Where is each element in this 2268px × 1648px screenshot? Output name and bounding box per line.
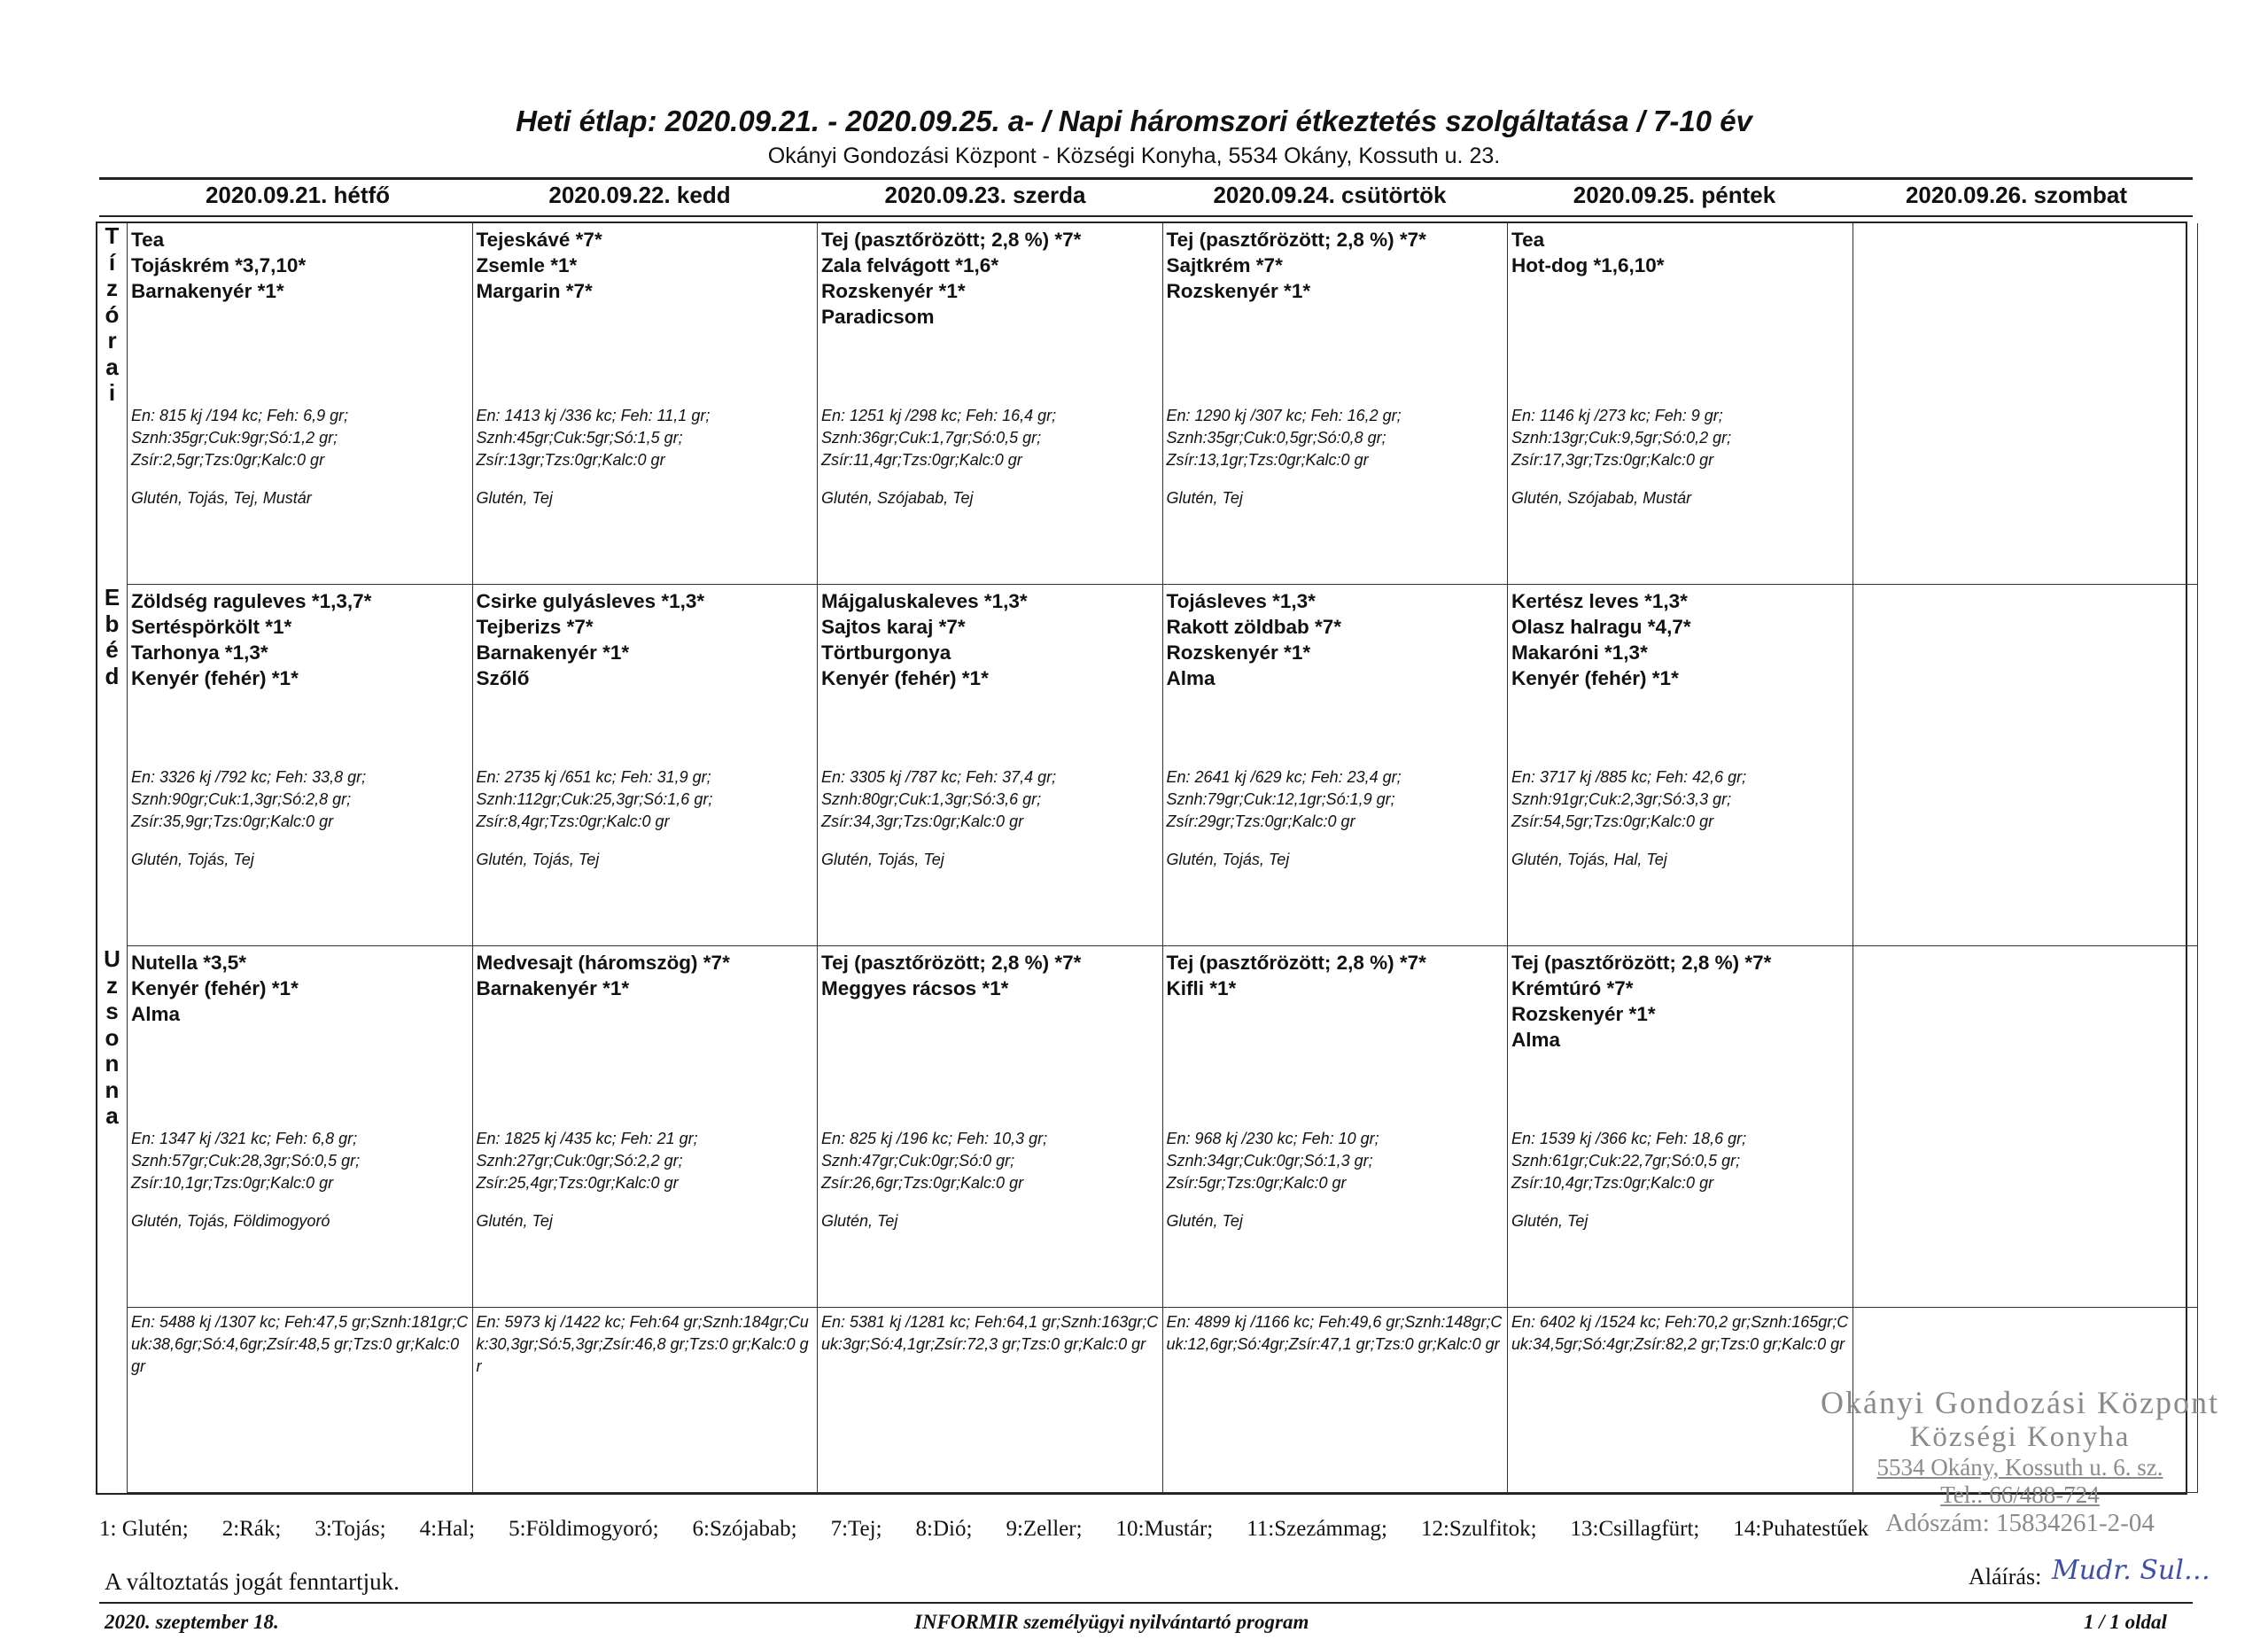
nutrition-line: Zsír:25,4gr;Tzs:0gr;Kalc:0 gr — [476, 1174, 679, 1192]
nutrition-line: Sznh:112gr;Cuk:25,3gr;Só:1,6 gr; — [476, 790, 713, 808]
nutrition-line: En: 3717 kj /885 kc; Feh: 42,6 gr; — [1511, 768, 1747, 786]
daily-total-hetfo — [128, 1308, 473, 1493]
daily-total-text: En: 5973 kj /1422 kc; Feh:64 gr;Sznh:184gr;Cuk:30,3gr;Só:5,3gr;Zsír:46,8 gr;Tzs:0 gr;Kalc:0 gr — [476, 1313, 809, 1375]
dish-item: Olasz halragu *4,7* — [1511, 616, 1691, 638]
daily-total-text: En: 5488 kj /1307 kc; Feh:47,5 gr;Sznh:181gr;Cuk:38,6gr;Só:4,6gr;Zsír:48,5 gr;Tzs:0 gr;Kalc:0 gr — [131, 1313, 469, 1375]
footer-program: INFORMIR személyügyi nyilvántartó program — [914, 1611, 1309, 1633]
stamp-line: Tel.: 66/488-724 — [1940, 1481, 2100, 1508]
nutrition-line: En: 1539 kj /366 kc; Feh: 18,6 gr; — [1511, 1130, 1747, 1147]
daily-total-text: En: 6402 kj /1524 kc; Feh:70,2 gr;Sznh:165gr;Cuk:34,5gr;Só:4gr;Zsír:82,2 gr;Tzs:0 gr;Kalc:0 gr — [1511, 1313, 1849, 1353]
dish-item: Kenyér (fehér) *1* — [1511, 667, 1679, 689]
nutrition-line: Sznh:35gr;Cuk:9gr;Só:1,2 gr; — [131, 429, 338, 447]
nutrition-line: Sznh:35gr;Cuk:0,5gr;Só:0,8 gr; — [1166, 429, 1386, 447]
dish-item: Kenyér (fehér) *1* — [131, 977, 299, 999]
legend-item: 13:Csillagfürt; — [1570, 1517, 1700, 1541]
dish-item: Rozskenyér *1* — [1166, 641, 1311, 664]
dish-list — [1167, 950, 1426, 1001]
menu-table — [96, 222, 2187, 1495]
legend-item: 11:Szezámmag; — [1247, 1517, 1387, 1541]
allergen-list: Glutén, Tojás, Tej, Mustár — [131, 489, 312, 507]
legend-item: 4:Hal; — [419, 1517, 476, 1541]
dish-list — [1167, 588, 1342, 691]
nutrition-line: Zsír:35,9gr;Tzs:0gr;Kalc:0 gr — [131, 812, 334, 830]
nutrition-line: Sznh:57gr;Cuk:28,3gr;Só:0,5 gr; — [131, 1152, 361, 1170]
legend-item: 6:Szójabab; — [692, 1517, 797, 1541]
nutrition-info — [131, 1128, 360, 1194]
dish-item: Zöldség raguleves *1,3,7* — [131, 590, 372, 612]
nutrition-line: Zsír:10,4gr;Tzs:0gr;Kalc:0 gr — [1511, 1174, 1714, 1192]
stamp-line: Adószám: 15834261-2-04 — [1885, 1509, 2155, 1537]
dish-list — [821, 227, 1081, 330]
nutrition-info — [821, 405, 1056, 471]
nutrition-line: Sznh:61gr;Cuk:22,7gr;Só:0,5 gr; — [1511, 1152, 1741, 1170]
menu-cell-ebed-csutortok — [1163, 585, 1509, 946]
dish-item: Rozskenyér *1* — [821, 280, 966, 302]
allergen-list: Glutén, Szójabab, Tej — [821, 489, 974, 507]
allergen-list: Glutén, Tojás, Tej — [476, 851, 600, 868]
dish-item: Alma — [1511, 1029, 1561, 1051]
nutrition-line: Sznh:36gr;Cuk:1,7gr;Só:0,5 gr; — [821, 429, 1042, 447]
nutrition-line: Sznh:47gr;Cuk:0gr;Só:0 gr; — [821, 1152, 1015, 1170]
dish-item: Tej (pasztőrözött; 2,8 %) *7* — [821, 952, 1082, 974]
daily-total-csutortok — [1163, 1308, 1509, 1493]
allergen-list: Glutén, Tojás, Hal, Tej — [1511, 851, 1667, 868]
nutrition-line: Zsír:34,3gr;Tzs:0gr;Kalc:0 gr — [821, 812, 1024, 830]
nutrition-info — [477, 1128, 698, 1194]
nutrition-line: Sznh:91gr;Cuk:2,3gr;Só:3,3 gr; — [1511, 790, 1732, 808]
dish-list — [477, 950, 730, 1001]
nutrition-line: Zsír:54,5gr;Tzs:0gr;Kalc:0 gr — [1511, 812, 1714, 830]
menu-title: Heti étlap: 2020.09.21. - 2020.09.25. a- / Napi háromszori étkeztetés szolgáltatása / 7-10 év — [516, 105, 1752, 137]
nutrition-line: Zsír:11,4gr;Tzs:0gr;Kalc:0 gr — [821, 451, 1022, 469]
dish-item: Kenyér (fehér) *1* — [821, 667, 989, 689]
nutrition-line: Sznh:90gr;Cuk:1,3gr;Só:2,8 gr; — [131, 790, 352, 808]
day-header: 2020.09.24. csütörtök — [1213, 182, 1447, 208]
dish-item: Nutella *3,5* — [131, 952, 247, 974]
dish-item: Tej (pasztőrözött; 2,8 %) *7* — [1166, 229, 1426, 251]
legend-item: 1: Glutén; — [99, 1517, 189, 1541]
nutrition-line: Sznh:79gr;Cuk:12,1gr;Só:1,9 gr; — [1166, 790, 1395, 808]
header-rule-top — [99, 177, 2193, 180]
kitchen-stamp — [1790, 1384, 2250, 1538]
nutrition-line: En: 3326 kj /792 kc; Feh: 33,8 gr; — [131, 768, 367, 786]
allergen-list: Glutén, Tej — [1511, 1212, 1588, 1230]
nutrition-line: En: 1146 kj /273 kc; Feh: 9 gr; — [1511, 407, 1723, 424]
daily-total-text: En: 4899 kj /1166 kc; Feh:49,6 gr;Sznh:148gr;Cuk:12,6gr;Só:4gr;Zsír:47,1 gr;Tzs:0 gr;Kalc:0 gr — [1166, 1313, 1503, 1353]
dish-item: Alma — [1166, 667, 1216, 689]
dish-item: Medvesajt (háromszög) *7* — [476, 952, 730, 974]
dish-list — [1511, 227, 1665, 278]
meal-label-uzsonna: U z s o n n a — [97, 946, 128, 1308]
legend-item: 7:Tej; — [830, 1517, 882, 1541]
change-notice: A változtatás jogát fenntartjuk. — [105, 1568, 400, 1595]
nutrition-line: Sznh:45gr;Cuk:5gr;Só:1,5 gr; — [476, 429, 683, 447]
dish-item: Tojásleves *1,3* — [1166, 590, 1316, 612]
dish-list — [477, 227, 602, 304]
legend-item: 8:Dió; — [915, 1517, 973, 1541]
dish-item: Kenyér (fehér) *1* — [131, 667, 299, 689]
dish-item: Rozskenyér *1* — [1166, 280, 1311, 302]
legend-item: 5:Földimogyoró; — [509, 1517, 659, 1541]
dish-item: Barnakenyér *1* — [476, 977, 630, 999]
dish-item: Szőlő — [476, 667, 530, 689]
daily-total-szerda — [818, 1308, 1163, 1493]
day-header: 2020.09.26. szombat — [1905, 182, 2128, 208]
dish-item: Májgaluskaleves *1,3* — [821, 590, 1028, 612]
dish-item: Sajtkrém *7* — [1166, 254, 1283, 276]
nutrition-line: En: 1413 kj /336 kc; Feh: 11,1 gr; — [476, 407, 711, 424]
dish-item: Sajtos karaj *7* — [821, 616, 966, 638]
header-rule-bottom — [99, 215, 2193, 217]
menu-cell-tizorai-kedd — [473, 223, 819, 585]
legend-item: 9:Zeller; — [1006, 1517, 1083, 1541]
nutrition-info — [1511, 1128, 1746, 1194]
menu-cell-uzsonna-szombat — [1853, 946, 2199, 1308]
dish-item: Zsemle *1* — [476, 254, 578, 276]
nutrition-line: En: 2735 kj /651 kc; Feh: 31,9 gr; — [476, 768, 711, 786]
nutrition-line: En: 1825 kj /435 kc; Feh: 21 gr; — [476, 1130, 698, 1147]
dish-item: Tej (pasztőrözött; 2,8 %) *7* — [1166, 952, 1426, 974]
nutrition-line: En: 3305 kj /787 kc; Feh: 37,4 gr; — [821, 768, 1057, 786]
dish-list — [1511, 950, 1771, 1053]
dish-item: Tej (pasztőrözött; 2,8 %) *7* — [1511, 952, 1772, 974]
daily-total-text: En: 5381 kj /1281 kc; Feh:64,1 gr;Sznh:163gr;Cuk:3gr;Só:4,1gr;Zsír:72,3 gr;Tzs:0 gr;Kalc:0 gr — [821, 1313, 1159, 1353]
nutrition-info — [1511, 766, 1746, 833]
nutrition-line: Sznh:80gr;Cuk:1,3gr;Só:3,6 gr; — [821, 790, 1042, 808]
nutrition-line: Zsír:17,3gr;Tzs:0gr;Kalc:0 gr — [1511, 451, 1714, 469]
legend-item: 14:Puhatestűek — [1733, 1517, 1869, 1541]
dish-item: Tejeskávé *7* — [476, 229, 602, 251]
menu-cell-uzsonna-csutortok — [1163, 946, 1509, 1308]
dish-list — [131, 950, 299, 1027]
nutrition-info — [1167, 405, 1402, 471]
footer-page: 1 / 1 oldal — [2084, 1611, 2167, 1633]
daily-total-kedd — [473, 1308, 819, 1493]
day-header: 2020.09.22. kedd — [548, 182, 731, 208]
dish-item: Tojáskrém *3,7,10* — [131, 254, 307, 276]
menu-cell-ebed-pentek — [1508, 585, 1853, 946]
legend-item: 10:Mustár; — [1115, 1517, 1214, 1541]
menu-cell-tizorai-pentek — [1508, 223, 1853, 585]
signature: Mudr. Sul… — [2052, 1555, 2210, 1586]
dish-list — [821, 950, 1081, 1001]
dish-list — [1167, 227, 1426, 304]
nutrition-line: En: 825 kj /196 kc; Feh: 10,3 gr; — [821, 1130, 1048, 1147]
nutrition-line: En: 2641 kj /629 kc; Feh: 23,4 gr; — [1166, 768, 1402, 786]
menu-cell-ebed-szombat — [1853, 585, 2199, 946]
meal-label-totals — [97, 1308, 128, 1493]
dish-item: Alma — [131, 1003, 181, 1025]
day-header: 2020.09.23. szerda — [884, 182, 1086, 208]
dish-item: Kertész leves *1,3* — [1511, 590, 1688, 612]
menu-cell-tizorai-csutortok — [1163, 223, 1509, 585]
allergen-list: Glutén, Tej — [476, 1212, 553, 1230]
dish-item: Kifli *1* — [1166, 977, 1237, 999]
menu-cell-tizorai-szombat — [1853, 223, 2199, 585]
meal-label-ebed: E b é d — [97, 585, 128, 946]
footer-rule — [99, 1602, 2193, 1604]
menu-cell-ebed-kedd — [473, 585, 819, 946]
nutrition-line: Zsír:13gr;Tzs:0gr;Kalc:0 gr — [476, 451, 665, 469]
allergen-list: Glutén, Tej — [1166, 1212, 1243, 1230]
day-header: 2020.09.25. péntek — [1573, 182, 1776, 208]
allergen-list: Glutén, Szójabab, Mustár — [1511, 489, 1692, 507]
nutrition-line: En: 968 kj /230 kc; Feh: 10 gr; — [1166, 1130, 1379, 1147]
nutrition-line: Zsír:29gr;Tzs:0gr;Kalc:0 gr — [1166, 812, 1355, 830]
nutrition-line: Sznh:34gr;Cuk:0gr;Só:1,3 gr; — [1166, 1152, 1373, 1170]
legend-item: 3:Tojás; — [315, 1517, 386, 1541]
legend-item: 2:Rák; — [221, 1517, 282, 1541]
menu-cell-tizorai-szerda — [818, 223, 1163, 585]
allergen-list: Glutén, Tojás, Tej — [821, 851, 944, 868]
dish-item: Tarhonya *1,3* — [131, 641, 268, 664]
dish-item: Margarin *7* — [476, 280, 593, 302]
dish-list — [1511, 588, 1691, 691]
menu-cell-uzsonna-pentek — [1508, 946, 1853, 1308]
nutrition-line: Zsír:2,5gr;Tzs:0gr;Kalc:0 gr — [131, 451, 325, 469]
dish-item: Meggyes rácsos *1* — [821, 977, 1009, 999]
nutrition-line: En: 1251 kj /298 kc; Feh: 16,4 gr; — [821, 407, 1057, 424]
nutrition-line: Zsír:26,6gr;Tzs:0gr;Kalc:0 gr — [821, 1174, 1024, 1192]
nutrition-line: Zsír:5gr;Tzs:0gr;Kalc:0 gr — [1166, 1174, 1347, 1192]
dish-item: Zala felvágott *1,6* — [821, 254, 999, 276]
nutrition-info — [131, 766, 366, 833]
nutrition-info — [1167, 766, 1402, 833]
allergen-list: Glutén, Tojás, Tej — [131, 851, 254, 868]
dish-item: Sertéspörkölt *1* — [131, 616, 292, 638]
nutrition-line: En: 1290 kj /307 kc; Feh: 16,2 gr; — [1166, 407, 1402, 424]
allergen-list: Glutén, Tojás, Tej — [1166, 851, 1290, 868]
menu-cell-uzsonna-szerda — [818, 946, 1163, 1308]
menu-subtitle: Okányi Gondozási Központ - Községi Konyha, 5534 Okány, Kossuth u. 23. — [767, 144, 1501, 168]
nutrition-line: En: 1347 kj /321 kc; Feh: 6,8 gr; — [131, 1130, 358, 1147]
dish-item: Törtburgonya — [821, 641, 951, 664]
dish-item: Tea — [131, 229, 165, 251]
meal-label-tizorai: T í z ó r a i — [97, 223, 128, 585]
nutrition-info — [821, 1128, 1047, 1194]
dish-item: Hot-dog *1,6,10* — [1511, 254, 1665, 276]
nutrition-info — [821, 766, 1056, 833]
nutrition-line: En: 815 kj /194 kc; Feh: 6,9 gr; — [131, 407, 349, 424]
nutrition-info — [1167, 1128, 1379, 1194]
nutrition-info — [131, 405, 348, 471]
nutrition-line: Sznh:13gr;Cuk:9,5gr;Só:0,2 gr; — [1511, 429, 1732, 447]
nutrition-line: Zsír:13,1gr;Tzs:0gr;Kalc:0 gr — [1166, 451, 1369, 469]
nutrition-line: Sznh:27gr;Cuk:0gr;Só:2,2 gr; — [476, 1152, 683, 1170]
stamp-line: Községi Konyha — [1909, 1421, 2131, 1453]
menu-cell-ebed-hetfo — [128, 585, 473, 946]
legend-item: 12:Szulfitok; — [1420, 1517, 1537, 1541]
stamp-line: 5534 Okány, Kossuth u. 6. sz. — [1876, 1454, 2163, 1481]
dish-item: Paradicsom — [821, 306, 935, 328]
allergen-list: Glutén, Tej — [1166, 489, 1243, 507]
dish-item: Barnakenyér *1* — [131, 280, 284, 302]
dish-item: Csirke gulyásleves *1,3* — [476, 590, 705, 612]
dish-item: Tej (pasztőrözött; 2,8 %) *7* — [821, 229, 1082, 251]
menu-cell-uzsonna-hetfo — [128, 946, 473, 1308]
menu-cell-uzsonna-kedd — [473, 946, 819, 1308]
footer-date: 2020. szeptember 18. — [105, 1611, 279, 1633]
dish-item: Tejberizs *7* — [476, 616, 594, 638]
dish-list — [477, 588, 705, 691]
dish-item: Krémtúró *7* — [1511, 977, 1634, 999]
dish-item: Tea — [1511, 229, 1545, 251]
dish-list — [131, 588, 371, 691]
day-header: 2020.09.21. hétfő — [205, 182, 391, 208]
dish-item: Rakott zöldbab *7* — [1166, 616, 1342, 638]
allergen-list: Glutén, Tej — [821, 1212, 898, 1230]
dish-list — [131, 227, 306, 304]
dish-item: Rozskenyér *1* — [1511, 1003, 1656, 1025]
nutrition-info — [1511, 405, 1731, 471]
stamp-line: Okányi Gondozási Központ — [1821, 1385, 2219, 1420]
nutrition-info — [477, 766, 713, 833]
dish-item: Makaróni *1,3* — [1511, 641, 1648, 664]
nutrition-line: Zsír:8,4gr;Tzs:0gr;Kalc:0 gr — [476, 812, 670, 830]
signature-label: Aláírás: — [1969, 1564, 2042, 1590]
allergen-list: Glutén, Tej — [476, 489, 553, 507]
menu-cell-ebed-szerda — [818, 585, 1163, 946]
allergen-list: Glutén, Tojás, Földimogyoró — [131, 1212, 330, 1230]
nutrition-info — [477, 405, 711, 471]
dish-item: Barnakenyér *1* — [476, 641, 630, 664]
dish-list — [821, 588, 1028, 691]
nutrition-line: Zsír:10,1gr;Tzs:0gr;Kalc:0 gr — [131, 1174, 334, 1192]
menu-cell-tizorai-hetfo — [128, 223, 473, 585]
